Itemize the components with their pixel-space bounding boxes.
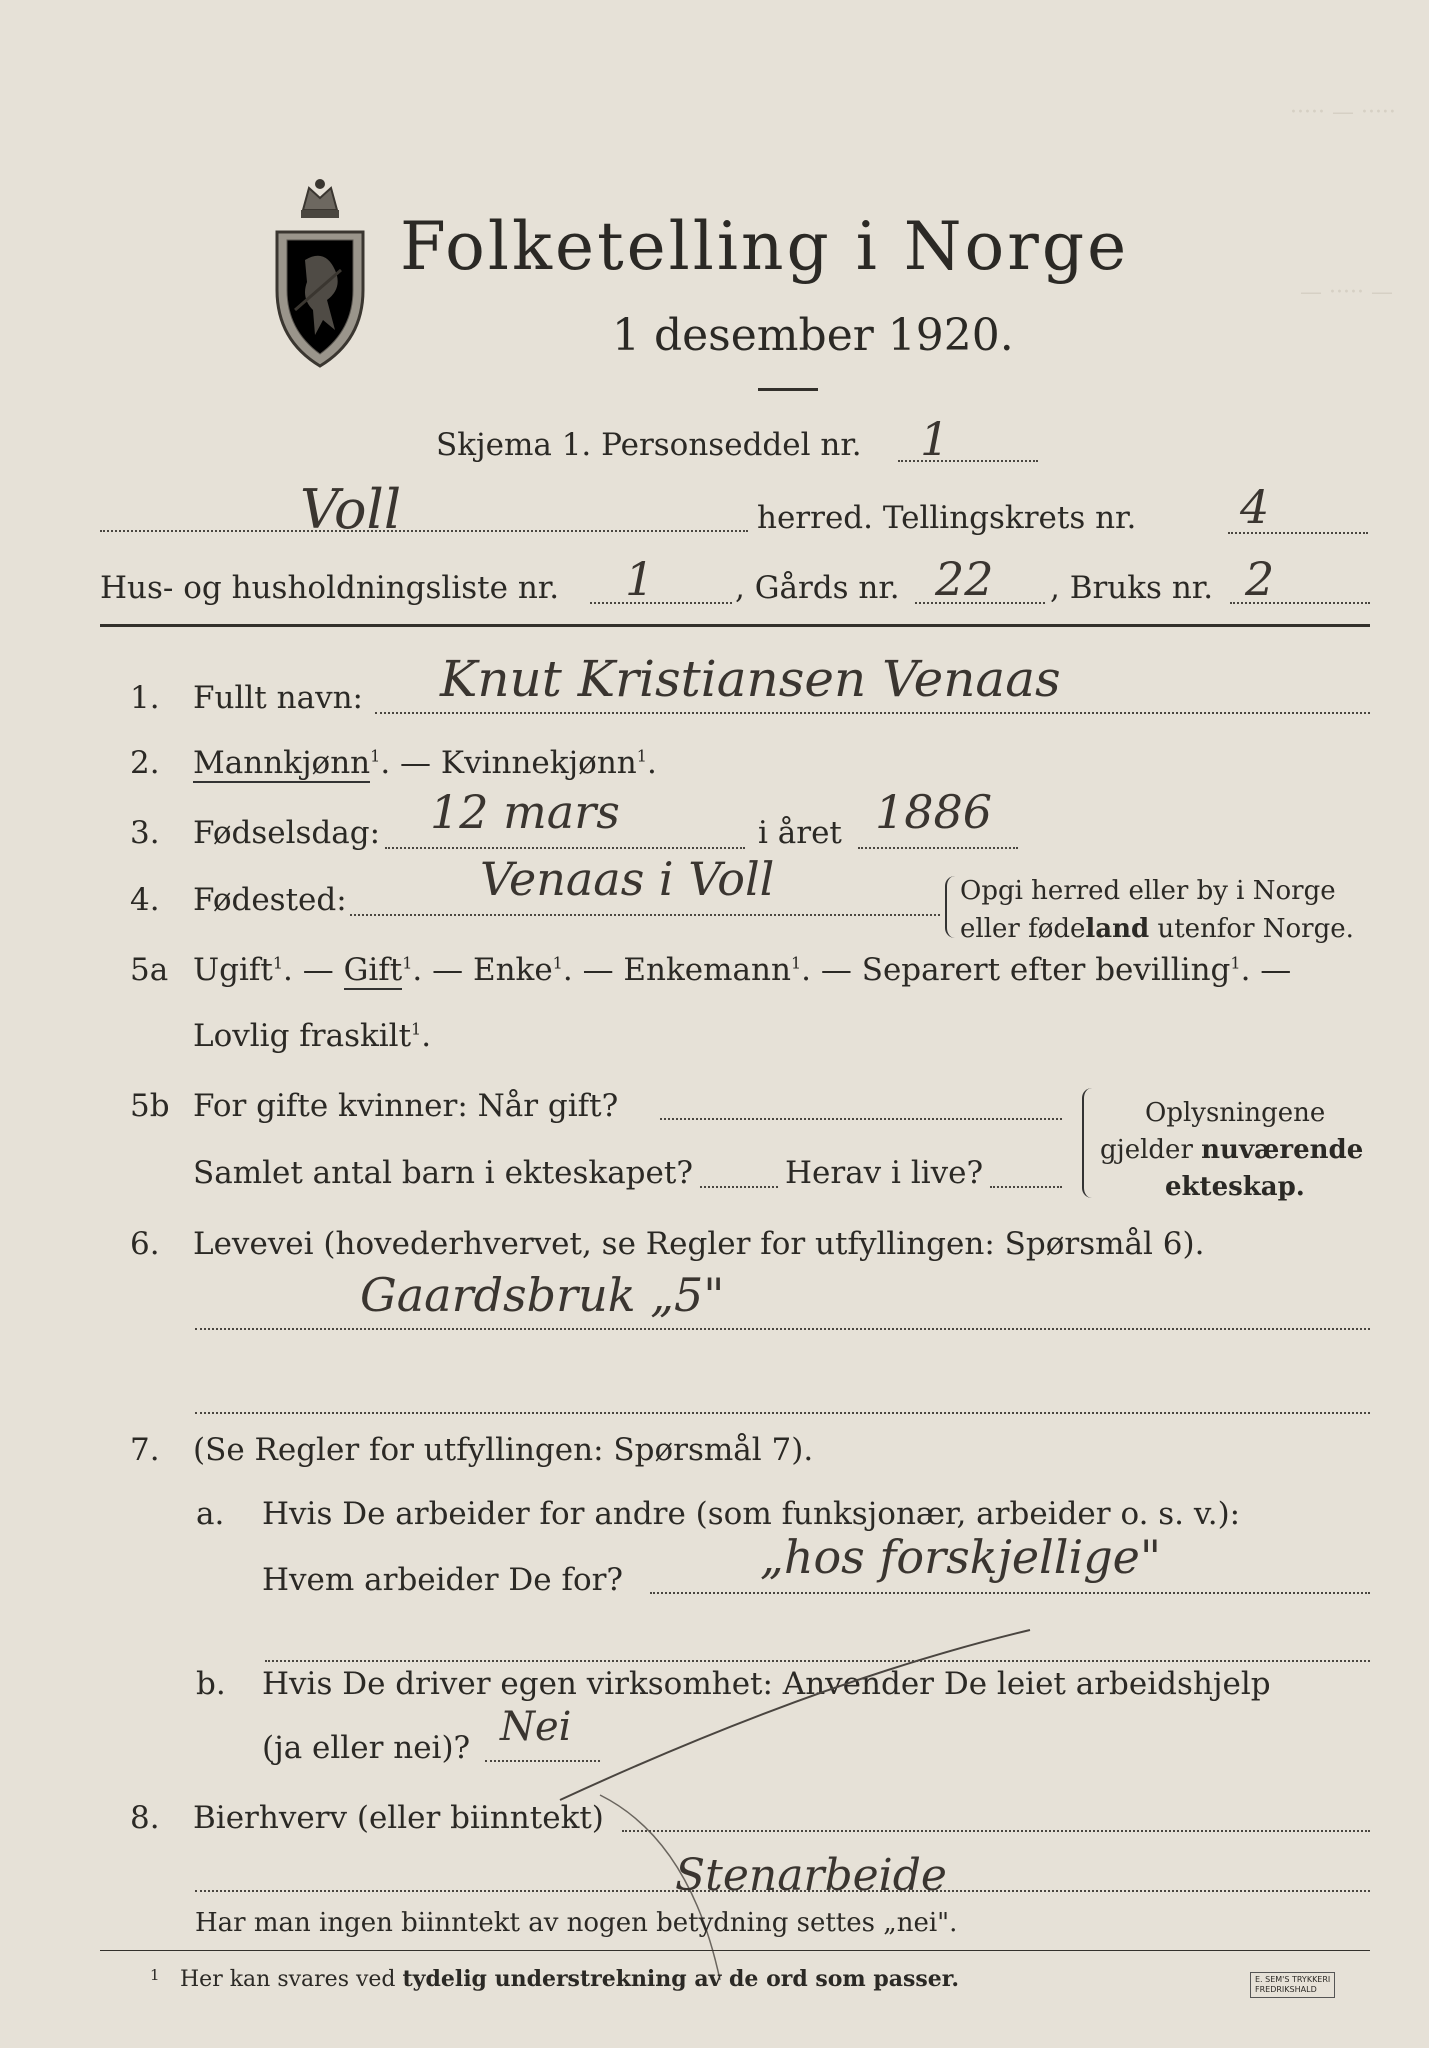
year-label: i året	[758, 815, 842, 851]
side-income-field-2	[195, 1890, 1370, 1892]
q1-value: Knut Kristiansen Venaas	[440, 650, 1061, 708]
q7b-label: Hvis De driver egen virksomhet: Anvender De leiet arbeidshjelp	[262, 1666, 1271, 1702]
q1-label: Fullt navn:	[193, 680, 363, 716]
q8-label: Bierhverv (eller biinntekt)	[193, 1800, 604, 1836]
herred-value: Voll	[300, 478, 402, 541]
q7a-number: a.	[196, 1496, 225, 1532]
hired-help-value: Nei	[500, 1704, 572, 1750]
bruk-label: , Bruks nr.	[1050, 570, 1214, 606]
gard-label: , Gårds nr.	[735, 570, 900, 606]
footnote-mark: 1	[150, 1966, 160, 1984]
q7b-question: (ja eller nei)?	[262, 1730, 471, 1766]
q7-number: 7.	[130, 1432, 160, 1468]
q6-number: 6.	[130, 1226, 160, 1262]
hus-value: 1	[625, 552, 655, 606]
q1-number: 1.	[130, 680, 160, 716]
employer-value: „hos forskjellige"	[760, 1530, 1162, 1584]
q8-note: Har man ingen biinntekt av nogen betydning settes „nei".	[195, 1908, 958, 1938]
gard-value: 22	[935, 552, 994, 606]
q5b-note-line3: ekteskap.	[1165, 1172, 1305, 1202]
q2-number: 2.	[130, 745, 160, 781]
tellingskrets-value: 4	[1240, 480, 1270, 534]
footnote-rule	[100, 1950, 1370, 1951]
q4-note-line2: eller fødeland utenfor Norge.	[960, 914, 1354, 944]
q3-label: Fødselsdag:	[193, 815, 381, 851]
option-mannkjonn: Mannkjønn	[193, 745, 371, 781]
option-gift: Gift	[343, 952, 403, 988]
q5b-label-alive: Herav i live?	[785, 1155, 984, 1191]
herred-label: herred. Tellingskrets nr.	[757, 500, 1137, 536]
option-separert: Separert efter bevilling	[861, 952, 1231, 988]
hus-label: Hus- og husholdningsliste nr.	[100, 570, 560, 606]
bruk-value: 2	[1245, 552, 1275, 606]
printer-stamp: E. SEM'S TRYKKERI FREDRIKSHALD	[1250, 1972, 1335, 1998]
q5b-label-married: For gifte kvinner: Når gift?	[193, 1088, 619, 1124]
q7b-number: b.	[196, 1666, 226, 1702]
option-kvinnekjonn: Kvinnekjønn	[440, 745, 637, 781]
q8-number: 8.	[130, 1800, 160, 1836]
birthplace-value: Venaas i Voll	[480, 852, 775, 906]
q7a-label: Hvis De arbeider for andre (som funksjonær, arbeider o. s. v.):	[262, 1496, 1241, 1532]
personseddel-value: 1	[920, 412, 950, 466]
q4-number: 4.	[130, 882, 160, 918]
q5b-note-line2: gjelder nuværende	[1100, 1135, 1364, 1165]
q5b-note-line1: Oplysningene	[1145, 1098, 1326, 1128]
option-ugift: Ugift	[193, 952, 273, 988]
q5b-label-children: Samlet antal barn i ekteskapet?	[193, 1155, 693, 1191]
q4-note-line1: Opgi herred eller by i Norge	[960, 876, 1336, 906]
form-title: Folketelling i Norge	[400, 208, 1130, 285]
q4-label: Fødested:	[193, 882, 347, 918]
q5a-options: Ugift$^1$. — Gift$^1$. — Enke$^1$. — Enkemann$^1$. — Separert efter bevilling$^1$. —	[193, 952, 1292, 988]
census-form: ····· — ····· — ····· — Folketelling i Norge 1 desember 1920. Skjema 1. Personseddel nr. 1 Voll herred. Tellingskrets nr. 4 Hus- og husholdningsliste nr. 1 , Gårds nr. 22 , Bruks nr. 2 1. Fullt navn: Knut Kristiansen Venaas 2. Mannkjønn$^1$. — Kvinnekjønn$^1$. 3. Fødselsdag: 12 mars i året 1886 4. Fødested: Venaas i Voll Opgi herred eller by i Norge eller fødeland utenfor Norge. 5a Ugift$^1$. — Gift$^1$. — Enke$^1$. — Enkemann$^1$. — Separert efter bevilling$^1$. — Lovlig fraskilt$^1$. 5b For gifte kvinner: Når gift? Samlet antal barn i ekteskapet? Herav i live? Oplysningene gjelder nuværende ekteskap. 6. Levevei (hovederhvervet, se Regler for utfyllingen: Spørsmål 6). Gaardsbruk „5" 7. (Se Regler for utfyllingen: Spørsmål 7). a. Hvis De arbeider for andre (som funksjonær, arbeider o. s. v.): Hvem arbeider De for? „hos forskjellige" b. Hvis De driver egen virksomhet: Anvender De leiet arbeidshjelp (ja eller nei)? Nei 8. Bierhverv (eller biinntekt) Stenarbeide Har man ingen biinntekt av nogen betydning settes „nei". 1 Her kan svares ved tydelig understrekning av de ord som passer. E. SEM'S TRYKKERI FREDRIKSHALD	[0, 0, 1429, 2048]
q7-label: (Se Regler for utfyllingen: Spørsmål 7).	[193, 1432, 814, 1468]
option-enke: Enke	[472, 952, 553, 988]
schema-label: Skjema 1. Personseddel nr.	[436, 427, 862, 463]
q6-label: Levevei (hovederhvervet, se Regler for utfyllingen: Spørsmål 6).	[193, 1226, 1205, 1262]
year-value: 1886	[875, 785, 993, 839]
q7a-question: Hvem arbeider De for?	[262, 1562, 624, 1598]
q5b-number: 5b	[130, 1088, 170, 1124]
q5a-number: 5a	[130, 952, 169, 988]
side-income-value: Stenarbeide	[675, 1850, 947, 1901]
side-income-field-1	[622, 1830, 1370, 1832]
option-enkemann: Enkemann	[623, 952, 791, 988]
footnote-text: Her kan svares ved tydelig understrekning av de ord som passer.	[180, 1966, 960, 1992]
q2-options: Mannkjønn$^1$. — Kvinnekjønn$^1$.	[193, 745, 657, 781]
census-date: 1 desember 1920.	[612, 310, 1014, 361]
q3-number: 3.	[130, 815, 160, 851]
birthday-value: 12 mars	[430, 785, 620, 839]
occupation-value: Gaardsbruk „5"	[360, 1268, 725, 1322]
option-fraskilt: Lovlig fraskilt$^1$.	[193, 1018, 432, 1054]
